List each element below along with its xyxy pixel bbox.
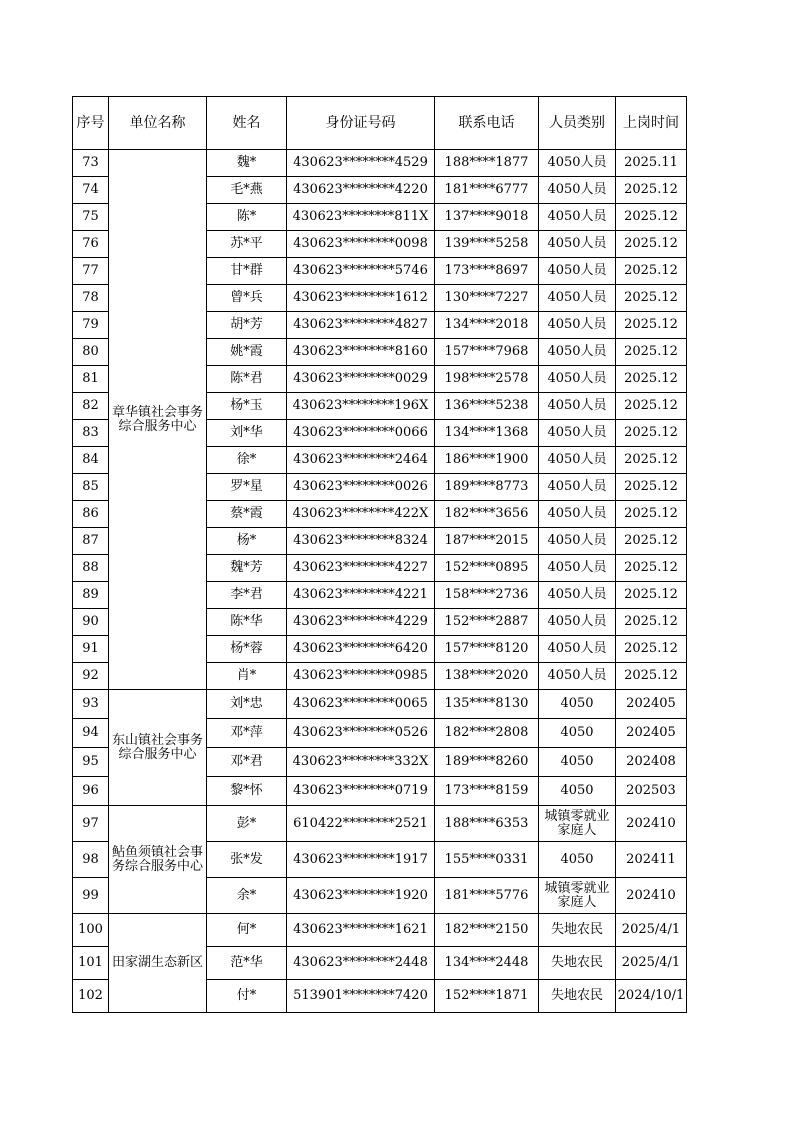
row-category: 4050人员 bbox=[539, 366, 616, 393]
row-id-number: 430623********0098 bbox=[287, 231, 435, 258]
row-category: 4050人员 bbox=[539, 312, 616, 339]
row-name: 魏* bbox=[207, 150, 287, 177]
row-id-number: 430623********5746 bbox=[287, 258, 435, 285]
row-phone: 138****2020 bbox=[435, 663, 539, 690]
table-row bbox=[73, 806, 687, 842]
row-id-number: 430623********2464 bbox=[287, 447, 435, 474]
row-index: 100 bbox=[73, 914, 109, 947]
row-start-date: 202405 bbox=[616, 719, 687, 748]
row-category: 4050人员 bbox=[539, 420, 616, 447]
row-start-date: 202410 bbox=[616, 878, 687, 914]
row-name: 张*发 bbox=[207, 842, 287, 878]
row-category: 失地农民 bbox=[539, 947, 616, 980]
row-index: 89 bbox=[73, 582, 109, 609]
row-category: 4050人员 bbox=[539, 204, 616, 231]
row-index: 73 bbox=[73, 150, 109, 177]
row-index: 76 bbox=[73, 231, 109, 258]
row-phone: 187****2015 bbox=[435, 528, 539, 555]
row-start-date: 2025.12 bbox=[616, 474, 687, 501]
row-name: 黎*怀 bbox=[207, 777, 287, 806]
row-name: 范*华 bbox=[207, 947, 287, 980]
row-category: 失地农民 bbox=[539, 914, 616, 947]
row-index: 96 bbox=[73, 777, 109, 806]
row-index: 87 bbox=[73, 528, 109, 555]
row-start-date: 2025.12 bbox=[616, 312, 687, 339]
row-index: 88 bbox=[73, 555, 109, 582]
row-start-date: 202405 bbox=[616, 690, 687, 719]
row-id-number: 430623********8324 bbox=[287, 528, 435, 555]
row-phone: 152****0895 bbox=[435, 555, 539, 582]
table-body bbox=[73, 150, 687, 1013]
table-row bbox=[73, 150, 687, 177]
row-id-number: 430623********2448 bbox=[287, 947, 435, 980]
row-start-date: 2025.12 bbox=[616, 258, 687, 285]
row-id-number: 430623********1612 bbox=[287, 285, 435, 312]
row-name: 李*君 bbox=[207, 582, 287, 609]
row-index: 101 bbox=[73, 947, 109, 980]
header-start-date: 上岗时间 bbox=[616, 97, 687, 150]
row-name: 毛*燕 bbox=[207, 177, 287, 204]
row-category: 4050 bbox=[539, 690, 616, 719]
row-phone: 152****1871 bbox=[435, 980, 539, 1013]
row-phone: 157****7968 bbox=[435, 339, 539, 366]
row-id-number: 430623********4827 bbox=[287, 312, 435, 339]
row-index: 82 bbox=[73, 393, 109, 420]
row-name: 余* bbox=[207, 878, 287, 914]
row-name: 甘*群 bbox=[207, 258, 287, 285]
row-name: 杨*蓉 bbox=[207, 636, 287, 663]
row-category: 4050人员 bbox=[539, 447, 616, 474]
table-row bbox=[73, 690, 687, 719]
row-id-number: 430623********0065 bbox=[287, 690, 435, 719]
row-index: 79 bbox=[73, 312, 109, 339]
row-start-date: 2025.12 bbox=[616, 393, 687, 420]
row-phone: 134****2018 bbox=[435, 312, 539, 339]
row-start-date: 202410 bbox=[616, 806, 687, 842]
row-id-number: 430623********0985 bbox=[287, 663, 435, 690]
header-unit: 单位名称 bbox=[109, 97, 207, 150]
row-start-date: 2025.12 bbox=[616, 177, 687, 204]
row-start-date: 2025.12 bbox=[616, 366, 687, 393]
row-index: 77 bbox=[73, 258, 109, 285]
row-category: 4050 bbox=[539, 777, 616, 806]
row-index: 102 bbox=[73, 980, 109, 1013]
row-phone: 130****7227 bbox=[435, 285, 539, 312]
row-start-date: 2025.12 bbox=[616, 636, 687, 663]
row-category: 4050人员 bbox=[539, 393, 616, 420]
row-category: 4050人员 bbox=[539, 258, 616, 285]
row-category: 4050人员 bbox=[539, 582, 616, 609]
row-start-date: 202411 bbox=[616, 842, 687, 878]
row-id-number: 430623********1621 bbox=[287, 914, 435, 947]
row-phone: 181****5776 bbox=[435, 878, 539, 914]
row-start-date: 2025.12 bbox=[616, 501, 687, 528]
row-name: 邓*萍 bbox=[207, 719, 287, 748]
row-id-number: 430623********196X bbox=[287, 393, 435, 420]
table-row bbox=[73, 914, 687, 947]
row-start-date: 2025.12 bbox=[616, 231, 687, 258]
row-phone: 173****8697 bbox=[435, 258, 539, 285]
row-category: 城镇零就业家庭人 bbox=[539, 878, 616, 914]
row-category: 城镇零就业家庭人 bbox=[539, 806, 616, 842]
row-category: 4050人员 bbox=[539, 663, 616, 690]
row-phone: 186****1900 bbox=[435, 447, 539, 474]
row-start-date: 2025.12 bbox=[616, 582, 687, 609]
row-index: 78 bbox=[73, 285, 109, 312]
row-index: 93 bbox=[73, 690, 109, 719]
row-category: 4050人员 bbox=[539, 636, 616, 663]
row-phone: 139****5258 bbox=[435, 231, 539, 258]
row-name: 肖* bbox=[207, 663, 287, 690]
row-category: 4050人员 bbox=[539, 285, 616, 312]
row-phone: 182****2808 bbox=[435, 719, 539, 748]
row-index: 94 bbox=[73, 719, 109, 748]
row-id-number: 430623********4221 bbox=[287, 582, 435, 609]
row-name: 曾*兵 bbox=[207, 285, 287, 312]
unit-name: 田家湖生态新区 bbox=[109, 914, 207, 1013]
row-name: 付* bbox=[207, 980, 287, 1013]
row-phone: 189****8773 bbox=[435, 474, 539, 501]
row-name: 陈*君 bbox=[207, 366, 287, 393]
row-id-number: 430623********422X bbox=[287, 501, 435, 528]
row-name: 杨*玉 bbox=[207, 393, 287, 420]
header-index: 序号 bbox=[73, 97, 109, 150]
row-id-number: 430623********8160 bbox=[287, 339, 435, 366]
row-phone: 155****0331 bbox=[435, 842, 539, 878]
row-phone: 188****1877 bbox=[435, 150, 539, 177]
row-phone: 134****1368 bbox=[435, 420, 539, 447]
row-id-number: 430623********0066 bbox=[287, 420, 435, 447]
unit-name: 章华镇社会事务综合服务中心 bbox=[109, 150, 207, 690]
header-id-number: 身份证号码 bbox=[287, 97, 435, 150]
row-id-number: 430623********0526 bbox=[287, 719, 435, 748]
row-phone: 136****5238 bbox=[435, 393, 539, 420]
row-index: 97 bbox=[73, 806, 109, 842]
row-category: 4050 bbox=[539, 719, 616, 748]
row-name: 姚*霞 bbox=[207, 339, 287, 366]
row-start-date: 2025.12 bbox=[616, 447, 687, 474]
row-id-number: 430623********4227 bbox=[287, 555, 435, 582]
row-phone: 158****2736 bbox=[435, 582, 539, 609]
row-phone: 134****2448 bbox=[435, 947, 539, 980]
row-id-number: 430623********0029 bbox=[287, 366, 435, 393]
row-index: 98 bbox=[73, 842, 109, 878]
row-name: 刘*华 bbox=[207, 420, 287, 447]
row-index: 81 bbox=[73, 366, 109, 393]
header-category: 人员类别 bbox=[539, 97, 616, 150]
row-id-number: 430623********1920 bbox=[287, 878, 435, 914]
row-index: 84 bbox=[73, 447, 109, 474]
row-name: 何* bbox=[207, 914, 287, 947]
row-category: 4050人员 bbox=[539, 501, 616, 528]
header-row bbox=[73, 97, 687, 150]
row-start-date: 2025.12 bbox=[616, 609, 687, 636]
row-id-number: 430623********1917 bbox=[287, 842, 435, 878]
row-phone: 188****6353 bbox=[435, 806, 539, 842]
row-phone: 198****2578 bbox=[435, 366, 539, 393]
row-name: 罗*星 bbox=[207, 474, 287, 501]
row-name: 杨* bbox=[207, 528, 287, 555]
row-start-date: 2025.12 bbox=[616, 663, 687, 690]
row-index: 99 bbox=[73, 878, 109, 914]
row-name: 魏*芳 bbox=[207, 555, 287, 582]
row-index: 74 bbox=[73, 177, 109, 204]
row-id-number: 430623********4229 bbox=[287, 609, 435, 636]
row-category: 4050 bbox=[539, 748, 616, 777]
row-phone: 173****8159 bbox=[435, 777, 539, 806]
header-phone: 联系电话 bbox=[435, 97, 539, 150]
row-index: 83 bbox=[73, 420, 109, 447]
row-name: 邓*君 bbox=[207, 748, 287, 777]
row-category: 失地农民 bbox=[539, 980, 616, 1013]
row-phone: 137****9018 bbox=[435, 204, 539, 231]
row-id-number: 430623********332X bbox=[287, 748, 435, 777]
row-category: 4050人员 bbox=[539, 177, 616, 204]
table-header bbox=[73, 97, 687, 150]
row-start-date: 2025/4/1 bbox=[616, 914, 687, 947]
row-category: 4050人员 bbox=[539, 609, 616, 636]
row-phone: 135****8130 bbox=[435, 690, 539, 719]
row-id-number: 430623********0719 bbox=[287, 777, 435, 806]
row-start-date: 2025.12 bbox=[616, 204, 687, 231]
row-start-date: 2025.12 bbox=[616, 528, 687, 555]
row-start-date: 2025.11 bbox=[616, 150, 687, 177]
row-index: 85 bbox=[73, 474, 109, 501]
row-phone: 157****8120 bbox=[435, 636, 539, 663]
row-category: 4050人员 bbox=[539, 474, 616, 501]
row-phone: 182****2150 bbox=[435, 914, 539, 947]
row-id-number: 430623********4529 bbox=[287, 150, 435, 177]
unit-name: 东山镇社会事务综合服务中心 bbox=[109, 690, 207, 806]
row-name: 蔡*霞 bbox=[207, 501, 287, 528]
row-name: 彭* bbox=[207, 806, 287, 842]
row-category: 4050人员 bbox=[539, 528, 616, 555]
row-phone: 182****3656 bbox=[435, 501, 539, 528]
personnel-table bbox=[72, 96, 687, 1013]
row-index: 86 bbox=[73, 501, 109, 528]
row-start-date: 2025.12 bbox=[616, 555, 687, 582]
row-category: 4050 bbox=[539, 842, 616, 878]
row-phone: 189****8260 bbox=[435, 748, 539, 777]
row-index: 95 bbox=[73, 748, 109, 777]
row-id-number: 610422********2521 bbox=[287, 806, 435, 842]
row-category: 4050人员 bbox=[539, 555, 616, 582]
row-name: 徐* bbox=[207, 447, 287, 474]
row-start-date: 2025.12 bbox=[616, 339, 687, 366]
row-id-number: 513901********7420 bbox=[287, 980, 435, 1013]
header-name: 姓名 bbox=[207, 97, 287, 150]
row-start-date: 2025/4/1 bbox=[616, 947, 687, 980]
row-start-date: 202408 bbox=[616, 748, 687, 777]
row-phone: 181****6777 bbox=[435, 177, 539, 204]
row-name: 陈* bbox=[207, 204, 287, 231]
row-name: 胡*芳 bbox=[207, 312, 287, 339]
row-id-number: 430623********4220 bbox=[287, 177, 435, 204]
row-name: 刘*忠 bbox=[207, 690, 287, 719]
row-start-date: 2024/10/1 bbox=[616, 980, 687, 1013]
row-index: 91 bbox=[73, 636, 109, 663]
row-id-number: 430623********0026 bbox=[287, 474, 435, 501]
row-category: 4050人员 bbox=[539, 339, 616, 366]
row-start-date: 202503 bbox=[616, 777, 687, 806]
row-index: 80 bbox=[73, 339, 109, 366]
row-name: 陈*华 bbox=[207, 609, 287, 636]
row-id-number: 430623********811X bbox=[287, 204, 435, 231]
row-index: 75 bbox=[73, 204, 109, 231]
row-category: 4050人员 bbox=[539, 231, 616, 258]
row-index: 92 bbox=[73, 663, 109, 690]
row-index: 90 bbox=[73, 609, 109, 636]
row-start-date: 2025.12 bbox=[616, 420, 687, 447]
unit-name: 鲇鱼须镇社会事务综合服务中心 bbox=[109, 806, 207, 914]
row-category: 4050人员 bbox=[539, 150, 616, 177]
row-id-number: 430623********6420 bbox=[287, 636, 435, 663]
row-start-date: 2025.12 bbox=[616, 285, 687, 312]
row-phone: 152****2887 bbox=[435, 609, 539, 636]
row-name: 苏*平 bbox=[207, 231, 287, 258]
